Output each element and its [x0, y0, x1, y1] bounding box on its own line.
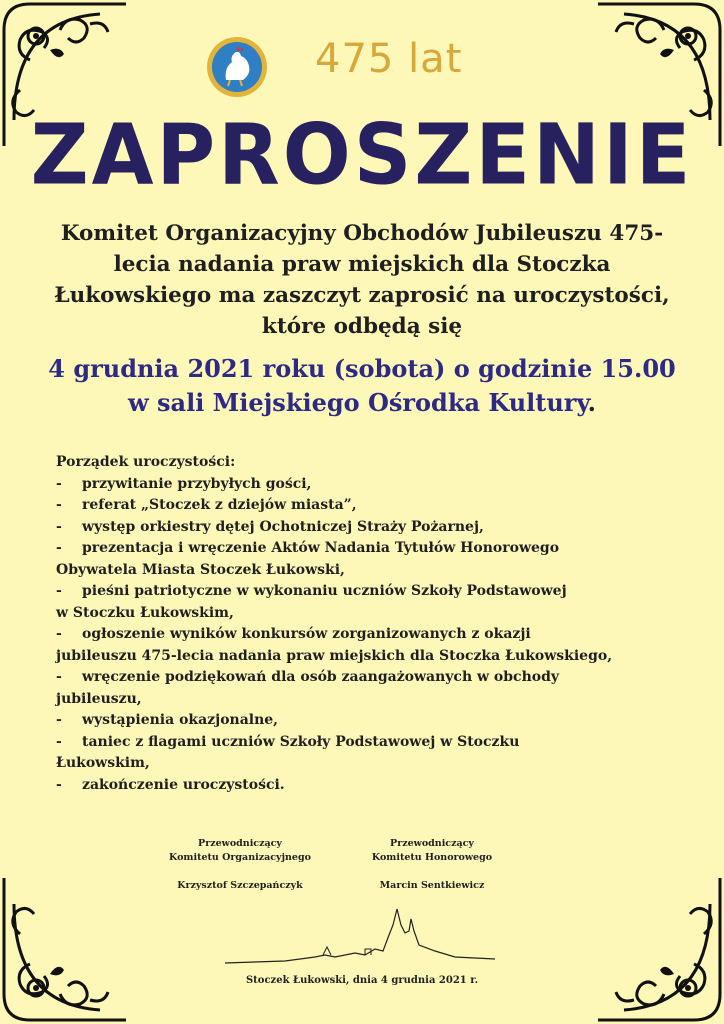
event-place — [8, 386, 716, 420]
bullet-dash: - — [56, 626, 62, 642]
program-item — [56, 495, 696, 517]
program-item-text: Łukowskim, — [56, 755, 150, 771]
intro-line: Komitet Organizacyjny Obchodów Jubileuszu 475- — [60, 221, 664, 246]
footer-date: Stoczek Łukowski, dnia 4 grudnia 2021 r. — [245, 975, 479, 986]
program-item-text: wystąpienia okazjonalne, — [82, 712, 279, 728]
program-item — [56, 474, 696, 496]
program-heading: Porządek uroczystości: — [56, 454, 236, 470]
program-item-text: jubileuszu, — [56, 690, 142, 707]
bullet-dash: - — [56, 475, 62, 492]
bullet-dash: - — [56, 518, 62, 535]
anniversary-label: 475 lat — [315, 36, 463, 82]
intro-line: które odbędą się — [261, 314, 463, 339]
program-item-text: referat „Stoczek z dziejów miasta”, — [82, 497, 357, 513]
program-item-text: występ orkiestry dętej Ochotniczej Straży Pożarnej, — [82, 518, 484, 535]
left-role-line: Komitetu Organizacyjnego — [169, 852, 311, 863]
left-role-line: Przewodniczący — [198, 838, 282, 849]
right-role-line: Przewodniczący — [390, 838, 474, 849]
bullet-dash: - — [56, 540, 62, 556]
intro-line: lecia nadania praw miejskich dla Stoczka — [113, 252, 611, 277]
program-item — [56, 732, 696, 754]
program-item-text: jubileuszu 475-lecia nadania praw miejskich dla Stoczka Łukowskiego, — [56, 647, 613, 664]
event-details — [8, 352, 716, 420]
program-item — [56, 689, 696, 711]
ornament-corner-icon — [594, 874, 724, 1024]
event-date: 4 grudnia 2021 roku (sobota) o godzinie 15.00 — [48, 354, 676, 383]
intro-line: Łukowskiego ma zaszczyt zaprosić na uroczystości, — [54, 283, 670, 308]
bullet-dash: - — [56, 497, 62, 513]
program-item — [56, 603, 696, 625]
page-title: ZAPROSZENIE — [30, 105, 694, 204]
left-signature-role — [160, 837, 320, 865]
program-item-text: przywitanie przybyłych gości, — [82, 475, 312, 492]
right-role-line: Komitetu Honorowego — [371, 852, 493, 863]
program-list — [56, 452, 696, 796]
program-item — [56, 753, 696, 775]
program-item — [56, 581, 696, 603]
program-item-text: Obywatela Miasta Stoczek Łukowski, — [56, 561, 345, 578]
program-item-text: w Stoczku Łukowskim, — [56, 604, 234, 621]
event-place-text: w sali Miejskiego Ośrodka Kultury — [128, 388, 588, 417]
program-item — [56, 624, 696, 646]
right-signature-name: Marcin Sentkiewicz — [379, 880, 485, 891]
program-item-text: pieśni patriotyczne w wykonaniu uczniów Szkoły Podstawowej — [82, 583, 567, 599]
bullet-dash: - — [56, 583, 62, 599]
left-signature-name: Krzysztof Szczepańczyk — [177, 880, 303, 891]
program-item-text: wręczenie podziękowań dla osób zaangażowanych w obchody — [82, 669, 560, 685]
program-item — [56, 538, 696, 560]
right-signature-role — [352, 837, 512, 865]
program-item — [56, 646, 696, 668]
program-item-text: zakończenie uroczystości. — [82, 776, 285, 793]
event-place-period: . — [587, 388, 596, 417]
program-item — [56, 667, 696, 689]
program-item — [56, 775, 696, 797]
program-items — [56, 474, 696, 797]
bullet-dash: - — [56, 733, 62, 750]
bullet-dash: - — [56, 776, 62, 793]
rooster-crest-icon — [206, 36, 268, 98]
ornament-corner-icon — [0, 874, 130, 1024]
intro-text — [16, 218, 708, 342]
program-item — [56, 560, 696, 582]
program-item — [56, 710, 696, 732]
bullet-dash: - — [56, 712, 62, 728]
program-item-text: prezentacja i wręczenie Aktów Nadania Tytułów Honorowego — [82, 540, 560, 556]
program-item — [56, 517, 696, 539]
program-item-text: ogłoszenie wyników konkursów zorganizowanych z okazji — [82, 626, 531, 642]
town-skyline-icon — [225, 905, 495, 965]
program-item-text: taniec z flagami uczniów Szkoły Podstawowej w Stoczku — [82, 733, 520, 750]
bullet-dash: - — [56, 669, 62, 685]
